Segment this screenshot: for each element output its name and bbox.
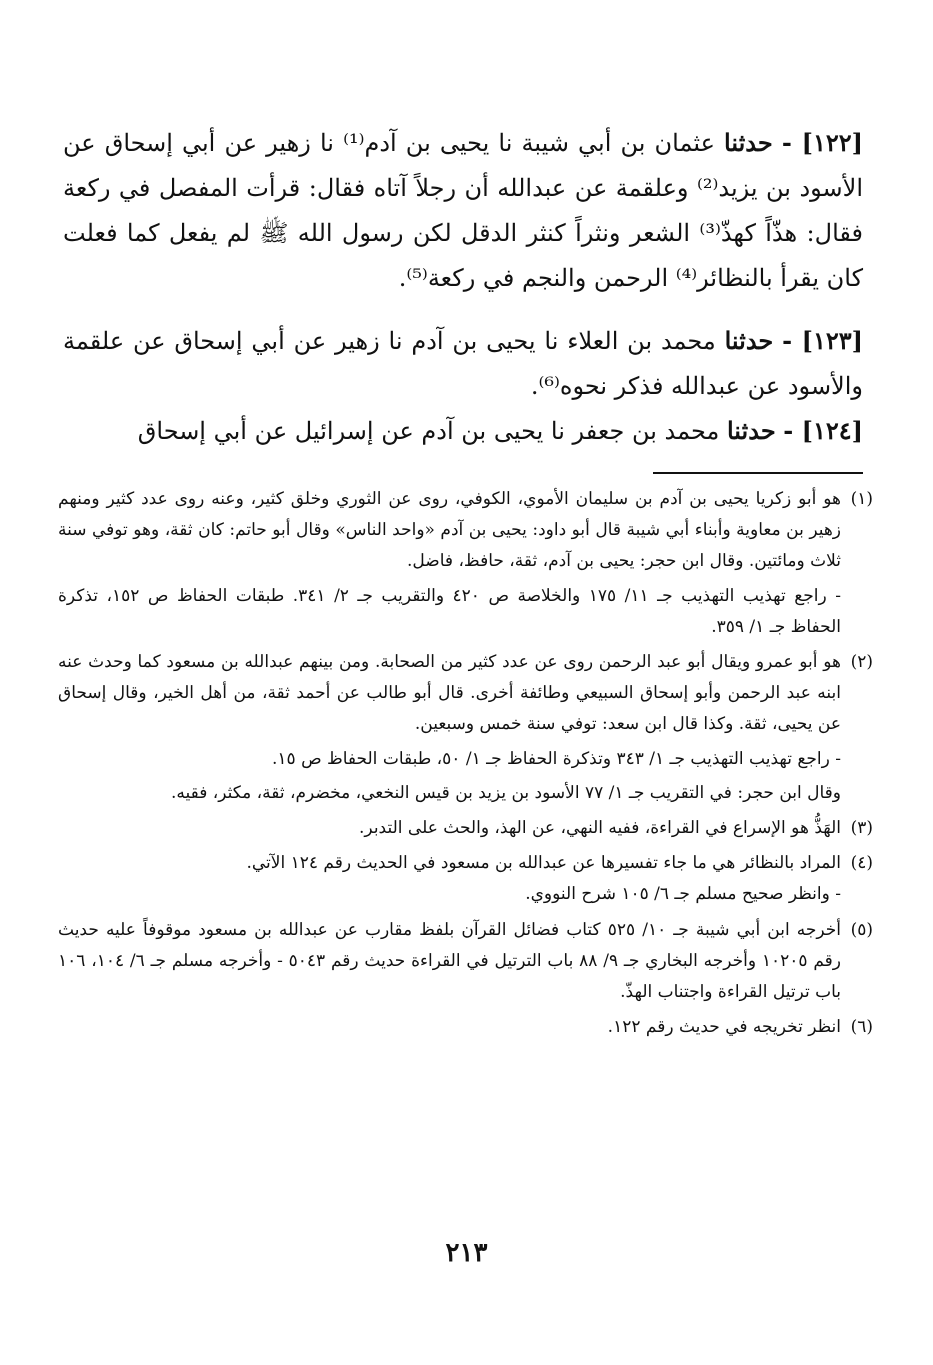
footnote-5 xyxy=(58,915,873,1009)
footnote-text: الهَذُّ هو الإسراع في القراءة، ففيه النهي، عن الهذ، والحث على التدبر. xyxy=(359,818,841,839)
hadith-keyword: حدثنا xyxy=(726,416,776,445)
hadith-number: [١٢٤] - xyxy=(783,416,863,445)
hadith-keyword: حدثنا xyxy=(724,128,773,157)
footnote-2 xyxy=(58,647,873,809)
hadith-text: محمد بن العلاء نا يحيى بن آدم نا زهير عن أبي إسحاق عن علقمة والأسود عن عبدالله فذكر نحوه⁽⁶⁾. xyxy=(63,327,863,400)
hadith-text: محمد بن جعفر نا يحيى بن آدم عن إسرائيل عن أبي إسحاق xyxy=(137,417,720,445)
footnotes xyxy=(58,484,873,1047)
hadith-124 xyxy=(63,408,863,454)
footnote-6 xyxy=(58,1012,873,1043)
footnote-body xyxy=(58,647,841,809)
footnote-number: (٥) xyxy=(850,919,873,940)
footnote-body xyxy=(58,813,841,844)
footnote-1 xyxy=(58,484,873,643)
hadith-keyword: حدثنا xyxy=(724,326,774,355)
hadith-122 xyxy=(63,120,863,301)
hadith-number: [١٢٣] - xyxy=(782,326,863,355)
footnote-number: (٦) xyxy=(850,1017,873,1038)
footnote-number: (٣) xyxy=(850,818,873,839)
footnote-number: (٤) xyxy=(850,853,873,874)
footnote-body xyxy=(58,484,841,643)
footnote-reference: - راجع تهذيب التهذيب جـ ١١/ ١٧٥ والخلاصة ص ٤٢٠ والتقريب جـ ٢/ ٣٤١. طبقات الحفاظ ص ١٥٢، تذكرة الحفاظ جـ ١/ ٣٥٩. xyxy=(58,585,841,637)
footnote-text: المراد بالنظائر هي ما جاء تفسيرها عن عبدالله بن مسعود في الحديث رقم ١٢٤ الآتي. xyxy=(246,853,841,874)
hadith-123 xyxy=(63,318,863,409)
footnote-separator xyxy=(653,472,863,474)
footnote-3 xyxy=(58,813,873,844)
page-number: ٢١٣ xyxy=(445,1238,488,1268)
footnote-number: (١) xyxy=(850,489,873,509)
footnote-text: أخرجه ابن أبي شيبة جـ ١٠/ ٥٢٥ كتاب فضائل القرآن بلفظ مقارب عن عبدالله بن مسعود موقوفاً عليه حديث رقم ١٠٢٠٥ وأخرجه البخاري جـ ٩/ ٨٨ باب الترتيل في القراءة حديث رقم ٥٠٤٣ - وأخرجه مسلم جـ ٦/ ١٠٤، ١٠٦ باب ترتيل القراءة واجتناب الهذّ. xyxy=(58,919,842,1003)
footnote-number: (٢) xyxy=(850,652,873,673)
footnote-text: هو أبو عمرو ويقال أبو عبد الرحمن روى عن عدد كثير من الصحابة. ومن بينهم عبدالله بن مسعود كما وحدث عنه ابنه عبد الرحمن وأبو إسحاق السبيعي وطائفة أخرى. قال أبو طالب عن أحمد ثقة، من أهل الخير، وقال إسحاق عن يحيى، ثقة. وكذا قال ابن سعد: توفي سنة خمس وسبعين. xyxy=(58,652,841,735)
footnote-body xyxy=(58,1012,841,1043)
footnote-body xyxy=(58,915,841,1009)
footnote-text: هو أبو زكريا يحيى بن آدم بن سليمان الأموي، الكوفي، روى عن الثوري وخلق كثير، وعنه روى عدد كثير ومنهم زهير بن معاوية وأبناء أبي شيبة قال أبو داود: يحيى بن آدم «واحد الناس» وقال أبو حاتم: كان ثقة، وهو توفي سنة ثلاث ومائتين. وقال ابن حجر: يحيى بن آدم، ثقة، حافظ، فاضل. xyxy=(58,489,841,572)
hadith-number: [١٢٢] - xyxy=(781,128,863,157)
footnote-4 xyxy=(58,848,873,910)
footnote-text: انظر تخريجه في حديث رقم ١٢٢. xyxy=(607,1017,841,1038)
footnote-reference: - راجع تهذيب التهذيب جـ ١/ ٣٤٣ وتذكرة الحفاظ جـ ١/ ٥٠، طبقات الحفاظ ص ١٥. xyxy=(272,748,841,769)
footnote-body xyxy=(58,848,841,910)
hadith-text: عثمان بن أبي شيبة نا يحيى بن آدم⁽¹⁾ نا زهير عن أبي إسحاق عن الأسود بن يزيد⁽²⁾ وعلقمة عن عبدالله أن رجلاً آتاه فقال: قرأت المفصل في ركعة فقال: هذّاً كهذّ⁽³⁾ الشعر ونثراً كنثر الدقل لكن رسول الله ﷺ لم يفعل كما فعلت كان يقرأ بالنظائر⁽⁴⁾ الرحمن والنجم في ركعة⁽⁵⁾. xyxy=(63,129,863,292)
footnote-text: وقال ابن حجر: في التقريب جـ ١/ ٧٧ الأسود بن يزيد بن قيس النخعي، مخضرم، ثقة، مكثر، فقيه. xyxy=(170,782,841,803)
footnote-reference: - وانظر صحيح مسلم جـ ٦/ ١٠٥ شرح النووي. xyxy=(525,884,841,905)
